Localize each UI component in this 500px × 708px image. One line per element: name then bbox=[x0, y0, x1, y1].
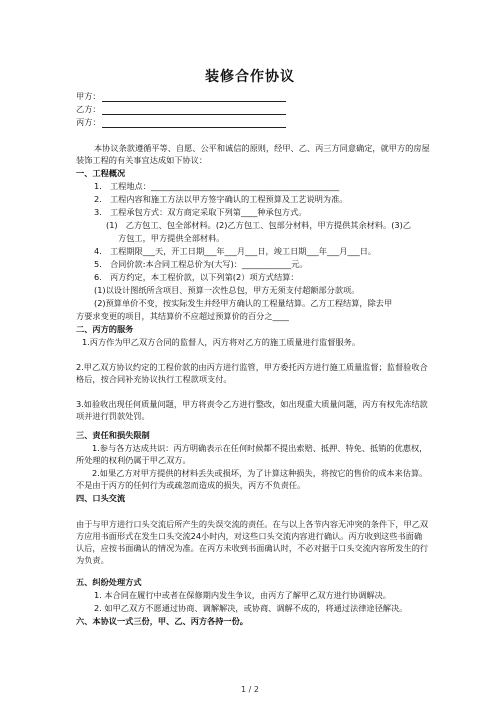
clause-1-2: 2. 工程内容和施工方法以甲方签字确认的工程预算及工艺说明为准。 bbox=[94, 194, 348, 204]
clause-5-1: 1. 本合同在履行中或者在保修期内发生争议，由丙方了解甲乙双方进行协调解决。 bbox=[94, 590, 391, 600]
page-number: 1 / 2 bbox=[241, 685, 259, 694]
clause-1-3-options: (1) 乙方包工、包全部材料。(2)乙方包工、包部分材料，甲方提供其余材料。(3)乙 bbox=[106, 220, 411, 230]
clause-1-1: 1. 工程地点：______________________________________________ bbox=[94, 181, 340, 191]
clause-1-6: 6. 丙方约定，本工程价款，以下列第(2）项方式结算： bbox=[94, 272, 299, 282]
clause-2-3: 3.如验收出现任何质量问题，甲方将责令乙方进行整改，如出现重大质量问题，丙方有权先冻结款项并进行罚款处罚。 bbox=[76, 399, 428, 421]
intro-paragraph: 本协议条款遵循平等、自愿、公平和诚信的原则，经甲、乙、丙三方同意确定，就甲方的房屋装饰工程的有关事宜达成如下协议： bbox=[76, 143, 430, 165]
clause-1-3-options-cont: 方包工，甲方提供全部材料。 bbox=[118, 233, 225, 243]
section-6-title: 六、本协议一式三份，甲、乙、丙方各持一份。 bbox=[76, 616, 248, 626]
clause-1-6-2-cont: 方要求变更的项目，其结算价不应超过预算价的百分之____ bbox=[76, 311, 289, 321]
clause-1-5: 5. 合同价款:本合同工程总价为(大写)：____________元。 bbox=[94, 259, 308, 269]
clause-1-6-2: (2)预算单价不变，按实际发生并经甲方确认的工程量结算。乙方工程结算，除去甲 bbox=[94, 298, 393, 308]
party-c-label: 丙方： bbox=[76, 117, 101, 127]
clause-3-2: 2.如果乙方对甲方提供的材料丢失或损坏，为了计算这种损失，将按它的售价的成本来估算。不是由于丙方的任何行为或疏忽而造成的损失，丙方不负责任。 bbox=[76, 468, 428, 490]
section-2-title: 二、丙方的服务 bbox=[76, 324, 134, 334]
party-b-line bbox=[76, 104, 286, 115]
clause-3-1: 1.参与各方达成共识：丙方明确表示在任何时候都不提出索赔、抵押、特免、抵销的优惠权，所处理的权利仍属于甲乙双方。 bbox=[76, 443, 428, 465]
section-3-title: 三、责任和损失限制 bbox=[76, 430, 150, 440]
section-4-title: 四、口头交流 bbox=[76, 493, 126, 503]
clause-1-6-1: (1)以设计图纸所含项目、预算一次性总包，甲方无须支付超额部分款项。 bbox=[94, 285, 360, 295]
clause-1-4: 4. 工程期限___天，开工日期___年___月___日，竣工日期___年___月___日。 bbox=[94, 246, 377, 256]
clause-4-1: 由于与甲方进行口头交流后所产生的失误交流的责任。在与以上各节内容无冲突的条件下，甲乙双方应用书面形式在发生口头交流24小时内，对这些口头交流内容进行确认。丙方收到这些书面确认后，应按书面确认的情况为准。在丙方未收到书面确认时，不必对据于口头交流内容所发生的行为负责。 bbox=[76, 519, 429, 565]
party-c-line bbox=[76, 117, 286, 128]
party-b-blank bbox=[102, 106, 286, 115]
party-c-blank bbox=[102, 119, 286, 128]
clause-2-2: 2.甲乙双方协议约定的工程价款的由丙方进行监管，甲方委托丙方进行施工质量监督；监督验收合格后，按合同补充协议执行工程款项支付。 bbox=[76, 362, 428, 384]
clause-2-1: 1.丙方作为甲乙双方合同的监督人，丙方将对乙方的施工质量进行监督服务。 bbox=[82, 337, 361, 347]
party-a-label: 甲方： bbox=[76, 91, 101, 101]
page-title: 装修合作协议 bbox=[205, 69, 295, 85]
clause-1-3: 3. 工程承包方式：双方商定采取下列第____种承包方式。 bbox=[94, 207, 307, 217]
party-a-blank bbox=[102, 93, 286, 102]
clause-5-2: 2. 如甲乙双方不愿通过协商、调解解决，或协商、调解不成的，将通过法律途径解决。 bbox=[94, 603, 408, 613]
party-b-label: 乙方： bbox=[76, 104, 101, 114]
party-a-line bbox=[76, 91, 286, 102]
section-5-title: 五、纠纷处理方式 bbox=[76, 577, 142, 587]
section-1-title: 一、工程概况 bbox=[76, 168, 126, 178]
